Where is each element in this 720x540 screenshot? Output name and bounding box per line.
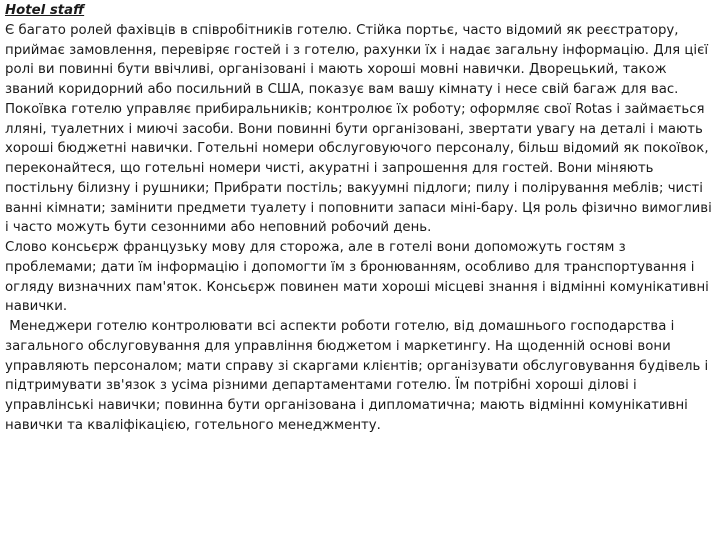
paragraph-front-desk: Є багато ролей фахівців в співробітників готелю. Стійка портьє, часто відомий як реєстратору, приймає замовлення, перевіряє гостей і з готелю, рахунки їх і надає загальну інформацію. Для цієї ролі ви повинні бути ввічливі, організовані і мають хороші мовні навички. Дворецький, також званий коридорний або посильний в США, показує вам вашу кімнату і несе свій багаж для вас. <box>5 22 709 97</box>
paragraph-concierge: Слово консьєрж французьку мову для сторожа, але в готелі вони допоможуть гостям з проблемами; дати їм інформацію і допомогти їм з бронюванням, особливо для транспортування і огляду визначних пам'яток. Консьєрж повинен мати хороші місцеві знання і відмінні комунікативні навички. <box>5 240 709 315</box>
paragraph-housekeeping: Покоївка готелю управляє прибиральників; контролює їх роботу; оформляє свої Rotas і займається лляні, туалетних і миючі засоби. Вони повинні бути організовані, звертати увагу на деталі і мають хороші бюджетні навички. Готельні номери обслуговуючого персоналу, більш відомий як покоївок, переконайтеся, що готельні номери чисті, акуратні і запрошення для гостей. Вони міняють постільну білизну і рушники; Прибрати постіль; вакуумні підлоги; пилу і полірування меблів; чисті ванні кімнати; замінити предмети туалету і поповнити запаси міні-бару. Ця роль фізично вимогливі і часто можуть бути сезонними або неповний робочий день. <box>5 101 712 236</box>
paragraph-hotel-managers: Менеджери готелю контролювати всі аспекти роботи готелю, від домашнього господарства і загального обслуговування для управління бюджетом і маркетингу. На щоденній основі вони управляють персоналом; мати справу зі скаргами клієнтів; організувати обслуговування будівель і підтримувати зв'язок з усіма різними департаментами готелю. Їм потрібні хороші ділові і управлінські навички; повинна бути організована і дипломатична; мають відмінні комунікативні навички та кваліфікацією, готельного менеджменту. <box>5 319 713 433</box>
document-body <box>5 1 717 436</box>
document-title: Hotel staff <box>5 3 85 18</box>
